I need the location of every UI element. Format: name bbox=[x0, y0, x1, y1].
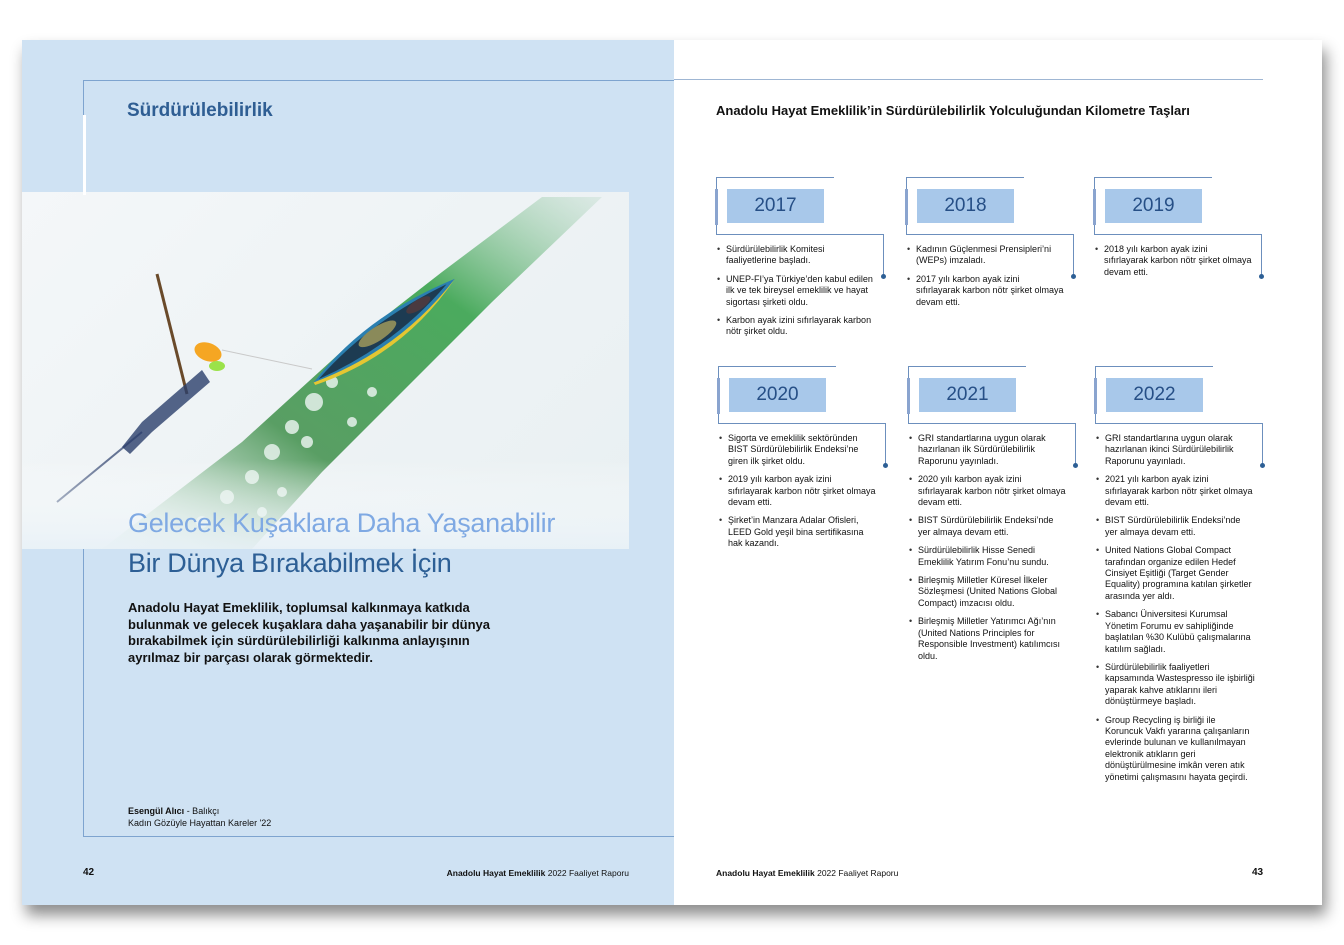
connector-line bbox=[1073, 234, 1074, 276]
connector-line bbox=[716, 177, 834, 178]
accent-bar bbox=[1093, 189, 1096, 225]
list-item: • Şirket’in Manzara Adalar Ofisleri, LEED Gold yeşil bina sertifikasına hak kazandı. bbox=[718, 515, 878, 549]
timeline-dot-icon bbox=[1260, 463, 1265, 468]
list-item: • Sürdürülebilirlik Komitesi faaliyetlerine başladı. bbox=[716, 244, 876, 267]
footer-brand-right bbox=[716, 868, 898, 878]
list-item: • Birleşmiş Milletler Küresel İlkeler Sözleşmesi (United Nations Global Compact) imzacısı oldu. bbox=[908, 575, 1068, 609]
list-item: • GRI standartlarına uygun olarak hazırlanan ilk Sürdürülebilirlik Raporunu yayınladı. bbox=[908, 433, 1068, 467]
connector-line bbox=[716, 234, 883, 235]
year-box: 2018 bbox=[917, 189, 1014, 223]
headline-line-2: Bir Dünya Bırakabilmek İçin bbox=[128, 548, 452, 578]
list-item: • Sigorta ve emeklilik sektöründen BIST Sürdürülebilirlik Endeksi’ne giren ilk şirket oldu. bbox=[718, 433, 878, 467]
footer-brand-name: Anadolu Hayat Emeklilik bbox=[716, 868, 815, 878]
footer-report-name: 2022 Faaliyet Raporu bbox=[545, 868, 629, 878]
photo-caption bbox=[128, 806, 271, 829]
list-item: • Birleşmiş Milletler Yatırımcı Ağı’nın (United Nations Principles for Responsible Investment) katılımcısı oldu. bbox=[908, 616, 1068, 662]
connector-line bbox=[1261, 234, 1262, 276]
connector-line bbox=[718, 366, 836, 367]
accent-bar bbox=[715, 189, 718, 225]
right-page bbox=[674, 40, 1322, 905]
connector-line bbox=[885, 423, 886, 465]
list-item: • Kadının Güçlenmesi Prensipleri’ni (WEPs) imzaladı. bbox=[906, 244, 1066, 267]
list-item: • GRI standartlarına uygun olarak hazırlanan ikinci Sürdürülebilirlik Raporunu yayınladı. bbox=[1095, 433, 1255, 467]
page-number-left: 42 bbox=[83, 867, 95, 878]
section-title: Sürdürülebilirlik bbox=[127, 100, 273, 121]
milestone-list bbox=[906, 244, 1066, 315]
milestone-list bbox=[716, 244, 876, 345]
report-spread bbox=[22, 40, 1322, 905]
list-item: • Sürdürülebilirlik Hisse Senedi Emeklilik Yatırım Fonu’nu sundu. bbox=[908, 545, 1068, 568]
cover-photo bbox=[22, 192, 629, 549]
accent-bar bbox=[905, 189, 908, 225]
list-item: • 2018 yılı karbon ayak izini sıfırlayarak karbon nötr şirket olmaya devam etti. bbox=[1094, 244, 1254, 278]
footer-brand-left bbox=[447, 868, 629, 878]
list-item: • Group Recycling iş birliği ile Koruncuk Vakfı yararına çalışanların evlerinde bulunan ve kullanılmayan elektronik atıkların geri dönüştürülmesine imkân veren atık yönetimi çalışmasını hayata geçirdi. bbox=[1095, 715, 1255, 783]
connector-line bbox=[1094, 234, 1261, 235]
list-item: • Sürdürülebilirlik faaliyetleri kapsamında Wastespresso ile işbirliği yaparak kahve atıklarını ileri dönüştürmeye başladı. bbox=[1095, 662, 1255, 708]
year-box: 2019 bbox=[1105, 189, 1202, 223]
list-item: • Sabancı Üniversitesi Kurumsal Yönetim Forumu ev sahipliğinde başlatılan %30 Kulübü çalışmalarına katılım sağladı. bbox=[1095, 609, 1255, 655]
connector-line bbox=[718, 423, 885, 424]
connector-line bbox=[1094, 177, 1212, 178]
year-box: 2017 bbox=[727, 189, 824, 223]
timeline-dot-icon bbox=[1259, 274, 1264, 279]
milestone-list bbox=[1095, 433, 1255, 790]
connector-line bbox=[906, 177, 1024, 178]
connector-line bbox=[1095, 366, 1213, 367]
headline-line-1: Gelecek Kuşaklara Daha Yaşanabilir bbox=[128, 508, 556, 538]
fisherman-ice-boat-illustration bbox=[22, 192, 629, 549]
milestone-list bbox=[1094, 244, 1254, 285]
milestone-list bbox=[718, 433, 878, 557]
connector-line bbox=[1262, 423, 1263, 465]
connector-line bbox=[908, 423, 1075, 424]
list-item: • UNEP-FI’ya Türkiye’den kabul edilen ilk ve tek bireysel emeklilik ve hayat sigortası şirketi oldu. bbox=[716, 274, 876, 308]
list-item: • 2020 yılı karbon ayak izini sıfırlayarak karbon nötr şirket olmaya devam etti. bbox=[908, 474, 1068, 508]
top-divider bbox=[674, 79, 1263, 80]
accent-bar bbox=[717, 378, 720, 414]
list-item: • 2019 yılı karbon ayak izini sıfırlayarak karbon nötr şirket olmaya devam etti. bbox=[718, 474, 878, 508]
caption-author: Esengül Alıcı bbox=[128, 806, 185, 816]
list-item: • BIST Sürdürülebilirlik Endeksi’nde yer almaya devam etti. bbox=[908, 515, 1068, 538]
accent-bar bbox=[907, 378, 910, 414]
left-page bbox=[22, 40, 674, 905]
connector-line bbox=[883, 234, 884, 276]
connector-line bbox=[906, 234, 1073, 235]
year-box: 2020 bbox=[729, 378, 826, 412]
milestones-title: Anadolu Hayat Emeklilik’in Sürdürülebilirlik Yolculuğundan Kilometre Taşları bbox=[716, 103, 1190, 118]
list-item: • 2021 yılı karbon ayak izini sıfırlayarak karbon nötr şirket olmaya devam etti. bbox=[1095, 474, 1255, 508]
list-item: • 2017 yılı karbon ayak izini sıfırlayarak karbon nötr şirket olmaya devam etti. bbox=[906, 274, 1066, 308]
year-box: 2021 bbox=[919, 378, 1016, 412]
timeline-dot-icon bbox=[881, 274, 886, 279]
intro-paragraph: Anadolu Hayat Emeklilik, toplumsal kalkınmaya katkıda bulunmak ve gelecek kuşaklara daha yaşanabilir bir dünya bırakabilmek için sürdürülebilirliği kalkınma anlayışının ayrılmaz bir parçası olarak görmektedir. bbox=[128, 600, 490, 665]
accent-bar bbox=[1094, 378, 1097, 414]
timeline-dot-icon bbox=[1073, 463, 1078, 468]
footer-brand-name: Anadolu Hayat Emeklilik bbox=[446, 868, 546, 878]
connector-line bbox=[1095, 423, 1262, 424]
list-item: • BIST Sürdürülebilirlik Endeksi’nde yer almaya devam etti. bbox=[1095, 515, 1255, 538]
footer-report-name: 2022 Faaliyet Raporu bbox=[814, 868, 899, 878]
page-number-right: 43 bbox=[1252, 867, 1264, 878]
timeline-dot-icon bbox=[883, 463, 888, 468]
timeline-dot-icon bbox=[1071, 274, 1076, 279]
caption-title: - Balıkçı bbox=[184, 806, 220, 816]
year-box: 2022 bbox=[1106, 378, 1203, 412]
caption-source: Kadın Gözüyle Hayattan Kareler '22 bbox=[128, 817, 272, 828]
connector-line bbox=[1075, 423, 1076, 465]
accent-bar bbox=[83, 115, 86, 195]
list-item: • United Nations Global Compact tarafından organize edilen Hedef Cinsiyet Eşitliği (Target Gender Equality) programına katılan şirketler arasında yer aldı. bbox=[1095, 545, 1255, 602]
list-item: • Karbon ayak izini sıfırlayarak karbon nötr şirket oldu. bbox=[716, 315, 876, 338]
milestone-list bbox=[908, 433, 1068, 669]
connector-line bbox=[908, 366, 1026, 367]
